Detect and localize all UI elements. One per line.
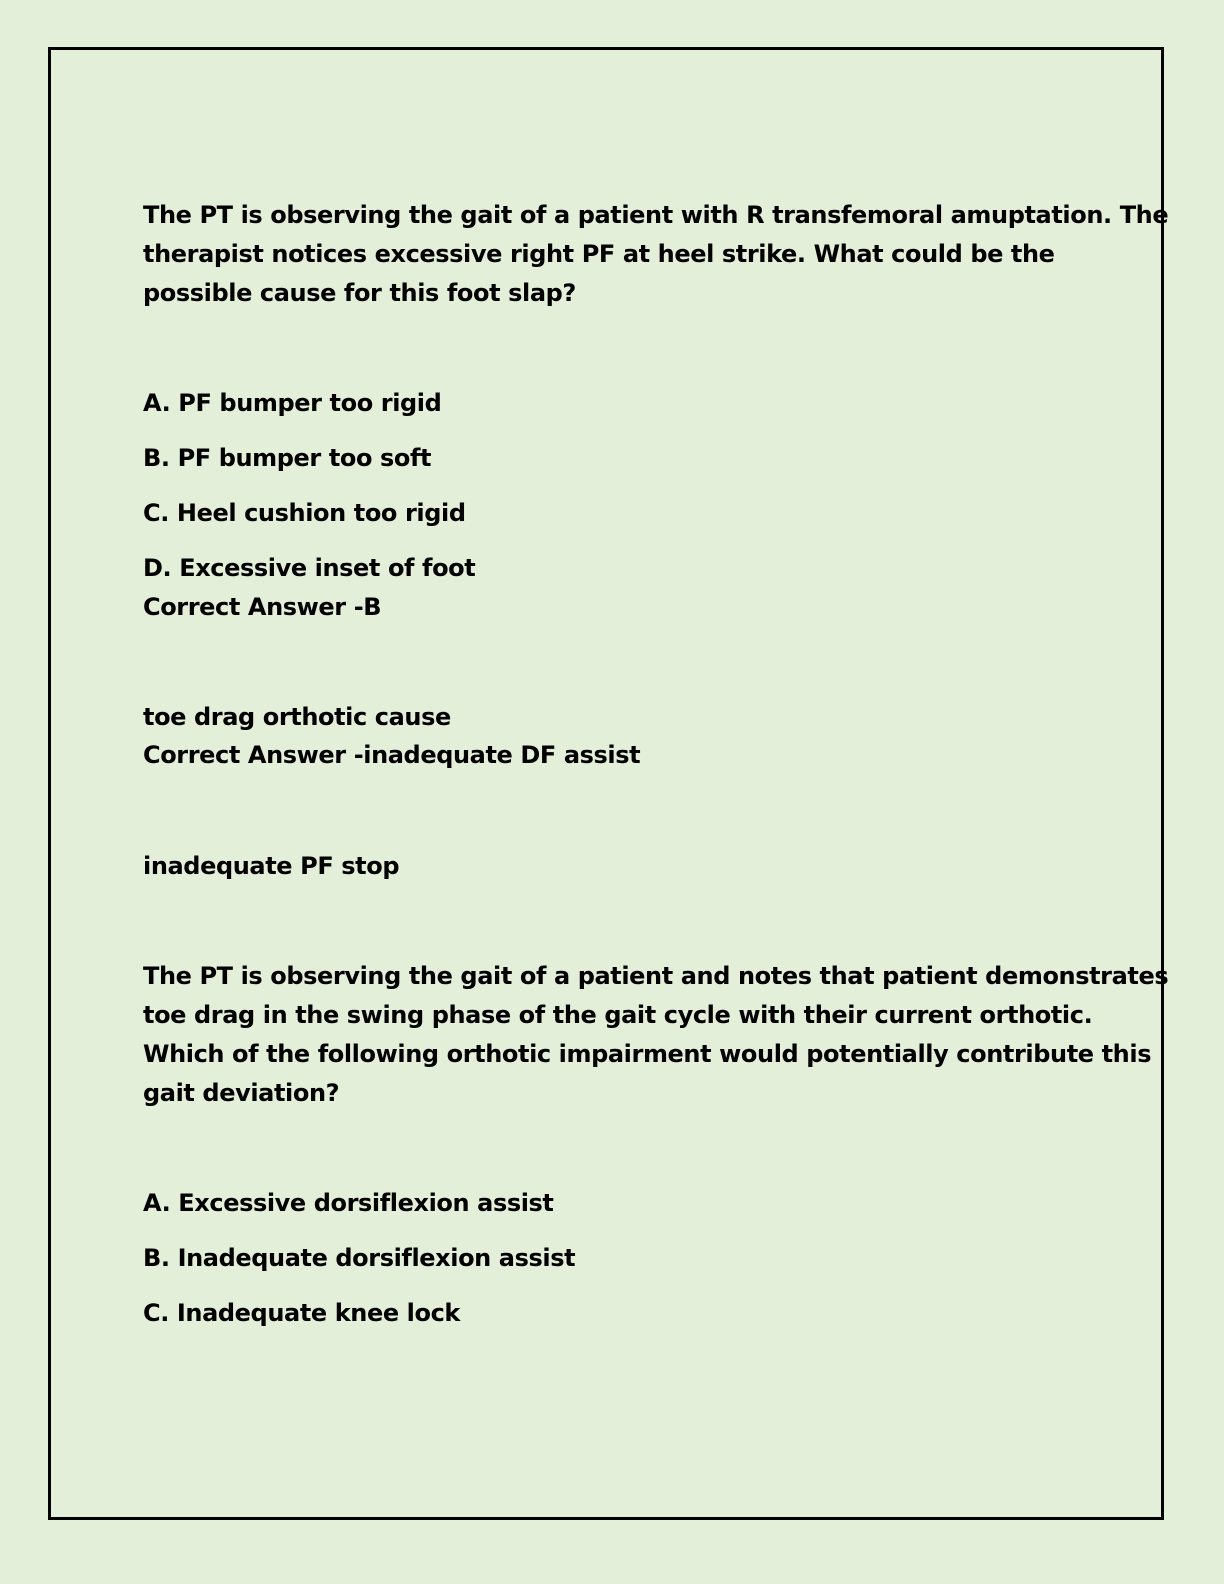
question3-stem: inadequate PF stop	[143, 852, 400, 880]
question1-option-b: B. PF bumper too soft	[143, 444, 432, 472]
question1-stem-line-1: The PT is observing the gait of a patient with R transfemoral amuptation. The	[143, 201, 1169, 229]
question4-stem-line-3: Which of the following orthotic impairment would potentially contribute this	[143, 1040, 1152, 1068]
question1-stem-line-2: therapist notices excessive right PF at heel strike. What could be the	[143, 240, 1055, 268]
question2-stem: toe drag orthotic cause	[143, 703, 451, 731]
question1-answer: Correct Answer -B	[143, 593, 382, 621]
question4-option-b: B. Inadequate dorsiflexion assist	[143, 1244, 576, 1272]
question1-option-d: D. Excessive inset of foot	[143, 554, 476, 582]
question1-option-c: C. Heel cushion too rigid	[143, 499, 466, 527]
question1-option-a: A. PF bumper too rigid	[143, 389, 442, 417]
question4-stem-line-2: toe drag in the swing phase of the gait cycle with their current orthotic.	[143, 1001, 1093, 1029]
question2-answer: Correct Answer -inadequate DF assist	[143, 741, 641, 769]
question4-stem-line-4: gait deviation?	[143, 1079, 340, 1107]
question4-stem-line-1: The PT is observing the gait of a patient and notes that patient demonstrates	[143, 962, 1169, 990]
question1-stem-line-3: possible cause for this foot slap?	[143, 279, 576, 307]
question4-option-c: C. Inadequate knee lock	[143, 1299, 460, 1327]
question4-option-a: A. Excessive dorsiflexion assist	[143, 1189, 554, 1217]
